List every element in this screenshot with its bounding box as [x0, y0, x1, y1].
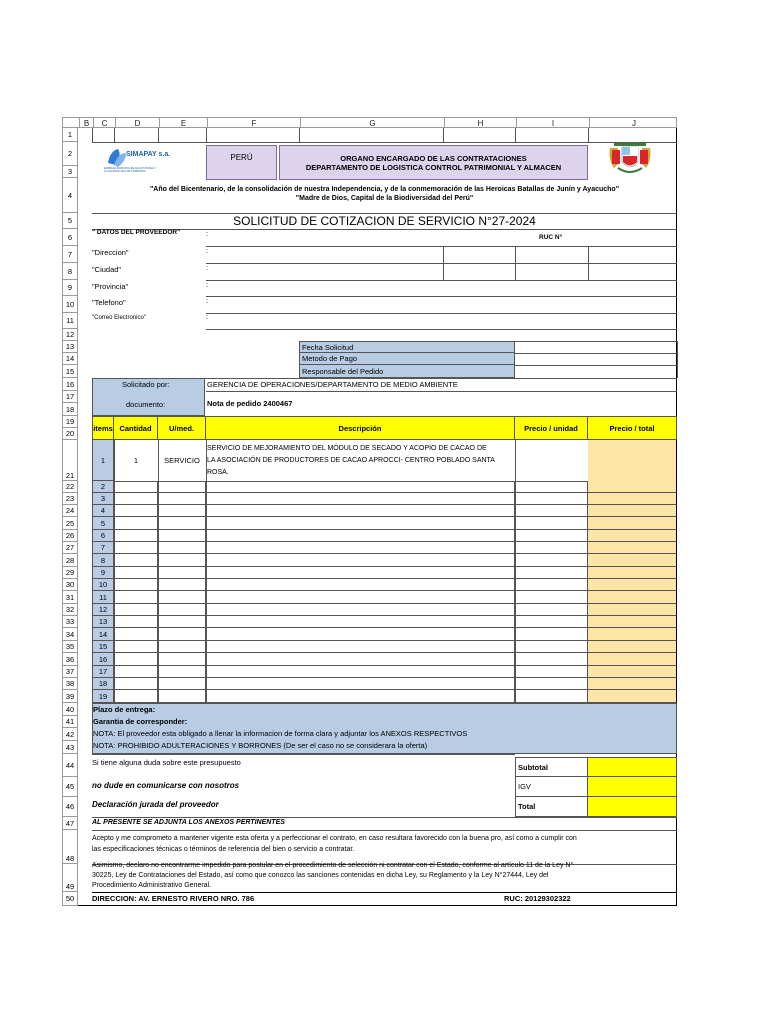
- company-logo: [104, 145, 171, 175]
- row-header-11[interactable]: 11: [63, 313, 78, 329]
- row-header-41[interactable]: 41: [63, 716, 78, 728]
- row-header-4[interactable]: 4: [63, 178, 78, 213]
- row-header-20[interactable]: 20: [63, 428, 78, 440]
- grid-line: [92, 830, 677, 831]
- item-cell[interactable]: [114, 653, 158, 666]
- item-cell[interactable]: [515, 542, 588, 554]
- item-cell[interactable]: [515, 579, 588, 591]
- item-number: 13: [92, 616, 114, 628]
- item-number: 4: [92, 505, 114, 517]
- item-precio-total[interactable]: [588, 481, 677, 493]
- item-cell[interactable]: [158, 530, 206, 542]
- grid-line: [588, 128, 589, 142]
- telefono-colon: :: [206, 296, 209, 305]
- item-precio-total[interactable]: [588, 591, 677, 604]
- acepto-line-2: las especificaciones técnicas o términos de referencia del bien o servicio a contratar.: [92, 846, 355, 853]
- item-cell[interactable]: [206, 493, 515, 505]
- item-cell[interactable]: [114, 530, 158, 542]
- item-cell[interactable]: [515, 628, 588, 641]
- grid-line: [515, 246, 516, 263]
- grid-line: [92, 754, 515, 755]
- column-header-f[interactable]: F: [207, 118, 300, 128]
- column-header-b[interactable]: B: [79, 118, 93, 128]
- item-cell[interactable]: [114, 604, 158, 616]
- item-number: 19: [92, 690, 114, 703]
- item-cell[interactable]: [158, 628, 206, 641]
- item-precio-total[interactable]: [588, 678, 677, 690]
- item-cell[interactable]: [158, 653, 206, 666]
- item-1-precio-total[interactable]: [588, 440, 677, 481]
- duda-text: Si tiene alguna duda sobre este presupuesto: [92, 758, 241, 767]
- provider-section-label: " DATOS DEL PROVEEDOR": [92, 229, 181, 236]
- provider-colon: :: [206, 229, 209, 238]
- company-address: DIRECCION: AV. ERNESTO RIVERO NRO. 786: [92, 894, 255, 903]
- item-cell[interactable]: [114, 567, 158, 579]
- item-cell[interactable]: [206, 604, 515, 616]
- row-header-9[interactable]: 9: [63, 280, 78, 296]
- coat-of-arms-icon: [606, 142, 654, 178]
- acepto-declaration: [92, 833, 677, 855]
- item-cell[interactable]: [515, 481, 588, 493]
- igv-value[interactable]: [588, 777, 677, 797]
- item-cell[interactable]: [158, 542, 206, 554]
- ciudad-label: "Ciudad": [92, 265, 122, 274]
- item-cell[interactable]: [206, 653, 515, 666]
- item-precio-total[interactable]: [588, 505, 677, 517]
- row-header-38[interactable]: 38: [63, 678, 78, 690]
- item-cell[interactable]: [515, 653, 588, 666]
- total-value[interactable]: [588, 797, 677, 817]
- company-ruc: RUC: 20129302322: [504, 894, 571, 903]
- grid-line: [206, 296, 677, 297]
- item-cell[interactable]: [114, 678, 158, 690]
- item-cell[interactable]: [206, 641, 515, 653]
- item-cell[interactable]: [158, 517, 206, 530]
- item-cell[interactable]: [114, 591, 158, 604]
- declaracion-text: Declaración jurada del proveedor: [92, 800, 219, 809]
- item-cell[interactable]: [206, 505, 515, 517]
- row-header-17[interactable]: 17: [63, 391, 78, 403]
- item-precio-total[interactable]: [588, 517, 677, 530]
- company-logo-text: SIMAPAY s.a.: [126, 151, 171, 158]
- row-header-27[interactable]: 27: [63, 542, 78, 554]
- item-number: 6: [92, 530, 114, 542]
- grid-line: [515, 365, 677, 366]
- row-header-24[interactable]: 24: [63, 505, 78, 517]
- item-cell[interactable]: [515, 678, 588, 690]
- item-cell[interactable]: [114, 517, 158, 530]
- direccion-label: "Direccion": [92, 248, 129, 257]
- row-header-19[interactable]: 19: [63, 416, 78, 428]
- item-cell[interactable]: [114, 628, 158, 641]
- subtotal-label: Subtotal: [515, 757, 588, 777]
- asimismo-line-3: Procedimiento Administrativo General.: [92, 882, 212, 889]
- correo-label: "Correo Electronico": [92, 315, 146, 321]
- item-cell[interactable]: [114, 481, 158, 493]
- documento-label: documento:: [126, 400, 166, 409]
- item-cell[interactable]: [158, 505, 206, 517]
- grid-line: [92, 128, 93, 142]
- asimismo-line-1: Asimismo, declaro no encontrarme impedido para postular en el procedimiento de selección ni contratar con el Estado, conforme al artículo 11 de la Ley N°: [92, 862, 574, 869]
- grid-line: [92, 142, 677, 143]
- direccion-colon: :: [206, 246, 209, 255]
- item-cell[interactable]: [158, 579, 206, 591]
- item-cell[interactable]: [114, 579, 158, 591]
- row-header-1[interactable]: 1: [63, 128, 78, 142]
- item-precio-total[interactable]: [588, 604, 677, 616]
- item-number: 3: [92, 493, 114, 505]
- row-header-22[interactable]: 22: [63, 481, 78, 493]
- item-cell[interactable]: [158, 678, 206, 690]
- row-header-49[interactable]: 49: [63, 864, 78, 892]
- item-cell[interactable]: [515, 591, 588, 604]
- item-cell[interactable]: [114, 666, 158, 678]
- item-cell[interactable]: [114, 542, 158, 554]
- item-cell[interactable]: [515, 530, 588, 542]
- row-header-45[interactable]: 45: [63, 777, 78, 797]
- grid-line: [443, 263, 444, 280]
- solicitado-value: GERENCIA DE OPERACIONES/DEPARTAMENTO DE MEDIO AMBIENTE: [207, 380, 458, 389]
- row-header-3[interactable]: 3: [63, 166, 78, 178]
- column-header-bar: [62, 117, 677, 128]
- fecha-solicitud-label: Fecha Solicitud: [299, 341, 515, 353]
- total-label: Total: [515, 797, 588, 817]
- item-cell[interactable]: [206, 481, 515, 493]
- row-header-34[interactable]: 34: [63, 628, 78, 641]
- item-cell[interactable]: [158, 604, 206, 616]
- item-cell[interactable]: [158, 690, 206, 703]
- item-1-description-line-3: ROSA.: [207, 469, 229, 476]
- grid-line: [443, 128, 444, 142]
- item-cell[interactable]: [515, 690, 588, 703]
- row-header-42[interactable]: 42: [63, 728, 78, 741]
- item-1-number: 1: [92, 440, 114, 481]
- grid-line: [206, 280, 677, 281]
- grid-line: [588, 246, 589, 263]
- item-cell[interactable]: [114, 505, 158, 517]
- subtotal-value[interactable]: [588, 757, 677, 777]
- item-cell[interactable]: [515, 493, 588, 505]
- row-header-14[interactable]: 14: [63, 353, 78, 365]
- garantia-label: Garantia de corresponder:: [93, 717, 188, 726]
- item-cell[interactable]: [515, 505, 588, 517]
- descripcion-header: Descripción: [206, 416, 515, 440]
- grid-line: [206, 246, 677, 247]
- column-header-j[interactable]: J: [589, 118, 678, 128]
- item-number: 12: [92, 604, 114, 616]
- item-cell[interactable]: [206, 666, 515, 678]
- row-header-18[interactable]: 18: [63, 403, 78, 416]
- region-motto: "Madre de Dios, Capital de la Biodiversidad del Perú": [295, 195, 474, 202]
- item-precio-total[interactable]: [588, 542, 677, 554]
- row-header-40[interactable]: 40: [63, 703, 78, 716]
- row-header-15[interactable]: 15: [63, 365, 78, 378]
- row-header-39[interactable]: 39: [63, 690, 78, 703]
- row-header-36[interactable]: 36: [63, 653, 78, 666]
- item-cell[interactable]: [515, 666, 588, 678]
- item-precio-total[interactable]: [588, 616, 677, 628]
- ciudad-colon: :: [206, 263, 209, 272]
- item-1-description-line-2: LA ASOCIACIÓN DE PRODUCTORES DE CACAO APROCCI- CENTRO POBLADO SANTA: [207, 457, 495, 464]
- item-number: 17: [92, 666, 114, 678]
- items-header: items: [92, 416, 114, 440]
- item-cell[interactable]: [206, 579, 515, 591]
- row-header-30[interactable]: 30: [63, 579, 78, 591]
- item-number: 8: [92, 554, 114, 567]
- grid-line: [158, 128, 159, 142]
- asimismo-line-2: 30225, Ley de Contrataciones del Estado, así como que conozco las sanciones contenidas en dicha Ley, su Reglamento y la Ley N°27444, Ley del: [92, 872, 549, 879]
- row-header-25[interactable]: 25: [63, 517, 78, 530]
- item-1-cantidad: 1: [133, 456, 139, 465]
- metodo-pago-label: Metodo de Pago: [299, 353, 515, 365]
- item-cell[interactable]: [206, 678, 515, 690]
- item-cell[interactable]: [206, 690, 515, 703]
- item-cell[interactable]: [515, 554, 588, 567]
- item-precio-total[interactable]: [588, 579, 677, 591]
- row-header-47[interactable]: 47: [63, 817, 78, 830]
- item-number: 7: [92, 542, 114, 554]
- item-precio-total[interactable]: [588, 653, 677, 666]
- row-header-31[interactable]: 31: [63, 591, 78, 604]
- column-header-g[interactable]: G: [300, 118, 444, 128]
- igv-label: IGV: [515, 777, 588, 797]
- row-number-column: [62, 128, 78, 906]
- item-cell[interactable]: [515, 616, 588, 628]
- provincia-colon: :: [206, 280, 209, 289]
- row-header-8[interactable]: 8: [63, 263, 78, 280]
- grid-line: [588, 263, 589, 280]
- row-header-6[interactable]: 6: [63, 229, 78, 246]
- column-header-i[interactable]: I: [516, 118, 589, 128]
- item-number: 10: [92, 579, 114, 591]
- row-header-23[interactable]: 23: [63, 493, 78, 505]
- item-cell[interactable]: [515, 517, 588, 530]
- asimismo-declaration: [92, 861, 677, 891]
- ruc-label: RUC N°: [539, 234, 563, 241]
- item-cell[interactable]: [206, 554, 515, 567]
- provincia-label: "Provincia": [92, 282, 129, 291]
- item-cell[interactable]: [206, 530, 515, 542]
- item-cell[interactable]: [206, 517, 515, 530]
- row-header-21[interactable]: 21: [63, 440, 78, 481]
- grid-line: [92, 817, 677, 818]
- year-motto: "Año del Bicentenario, de la consolidación de nuestra Independencia, y de la conmemoración de las Heroicas Batallas de Junín y Ayacucho": [149, 186, 620, 193]
- precio-total-header: Precio / total: [588, 416, 677, 440]
- item-cell[interactable]: [114, 641, 158, 653]
- nota-1: NOTA: El proveedor esta obligado a llenar la informacion de forma clara y adjuntar los ANEXOS RESPECTIVOS: [93, 729, 468, 738]
- item-cell[interactable]: [158, 554, 206, 567]
- item-cell[interactable]: [158, 641, 206, 653]
- item-precio-total[interactable]: [588, 690, 677, 703]
- item-cell[interactable]: [158, 493, 206, 505]
- item-number: 18: [92, 678, 114, 690]
- item-precio-total[interactable]: [588, 530, 677, 542]
- item-cell[interactable]: [206, 628, 515, 641]
- responsable-label: Responsable del Pedido: [299, 365, 515, 378]
- org-box: [279, 145, 588, 180]
- item-number: 15: [92, 641, 114, 653]
- column-header-h[interactable]: H: [444, 118, 516, 128]
- item-number: 14: [92, 628, 114, 641]
- row-header-26[interactable]: 26: [63, 530, 78, 542]
- row-header-33[interactable]: 33: [63, 616, 78, 628]
- item-cell[interactable]: [114, 554, 158, 567]
- item-number: 16: [92, 653, 114, 666]
- item-cell[interactable]: [114, 690, 158, 703]
- precio-unidad-header: Precio / unidad: [515, 416, 588, 440]
- grid-line: [206, 313, 677, 314]
- item-cell[interactable]: [206, 567, 515, 579]
- item-cell[interactable]: [114, 616, 158, 628]
- row-header-29[interactable]: 29: [63, 567, 78, 579]
- grid-line: [299, 128, 300, 142]
- row-header-37[interactable]: 37: [63, 666, 78, 678]
- item-cell[interactable]: [515, 567, 588, 579]
- item-precio-total[interactable]: [588, 666, 677, 678]
- grid-line: [206, 263, 677, 264]
- row-header-2[interactable]: 2: [63, 142, 78, 166]
- item-cell[interactable]: [158, 567, 206, 579]
- item-1-description-line-1: SERVICIO DE MEJORAMIENTO DEL MÓDULO DE SECADO Y ACOPIO DE CACAO DE: [207, 445, 487, 452]
- document-title: SOLICITUD DE COTIZACION DE SERVICIO N°27-2024: [233, 214, 536, 228]
- acepto-line-1: Acepto y me comprometo a mantener vigente esta oferta y a perfeccionar el contrato, en caso resultara favorecido con la buena pro, así como a cumplir con: [92, 835, 577, 842]
- item-precio-total[interactable]: [588, 554, 677, 567]
- org-line-2: DEPARTAMENTO DE LOGISTICA CONTROL PATRIMONIAL Y ALMACEN: [305, 163, 562, 172]
- umed-header: U/med.: [158, 416, 206, 440]
- solicitado-label: Solicitado por:: [122, 380, 170, 389]
- item-cell[interactable]: [515, 641, 588, 653]
- row-header-44[interactable]: 44: [63, 754, 78, 777]
- row-header-46[interactable]: 46: [63, 797, 78, 817]
- row-header-7[interactable]: 7: [63, 246, 78, 263]
- grid-line: [515, 263, 516, 280]
- row-header-10[interactable]: 10: [63, 296, 78, 313]
- row-header-16[interactable]: 16: [63, 378, 78, 391]
- grid-line: [443, 246, 444, 263]
- coat-of-arms: [606, 142, 654, 178]
- plazo-label: Plazo de entrega:: [93, 705, 156, 714]
- item-cell[interactable]: [206, 542, 515, 554]
- row-header-48[interactable]: 48: [63, 830, 78, 864]
- item-1-description: [207, 443, 515, 479]
- item-cell[interactable]: [158, 481, 206, 493]
- item-number: 5: [92, 517, 114, 530]
- telefono-label: "Telefono": [92, 298, 126, 307]
- row-header-12[interactable]: 12: [63, 329, 78, 341]
- no-dude-text: no dude en comunicarse con nosotros: [92, 781, 240, 790]
- org-line-1: ORGANO ENCARGADO DE LAS CONTRATACIONES: [340, 154, 527, 163]
- grid-line: [206, 329, 677, 330]
- grid-line: [206, 128, 207, 142]
- item-cell[interactable]: [206, 616, 515, 628]
- item-cell[interactable]: [206, 591, 515, 604]
- row-header-5[interactable]: 5: [63, 213, 78, 229]
- column-header-e[interactable]: E: [159, 118, 207, 128]
- item-number: 2: [92, 481, 114, 493]
- grid-line: [515, 341, 677, 342]
- item-precio-total[interactable]: [588, 641, 677, 653]
- item-1-umed: SERVICIO: [164, 456, 200, 465]
- item-precio-total[interactable]: [588, 628, 677, 641]
- item-cell[interactable]: [158, 666, 206, 678]
- row-header-13[interactable]: 13: [63, 341, 78, 353]
- row-header-28[interactable]: 28: [63, 554, 78, 567]
- nota-2: NOTA: PROHIBIDO ADULTERACIONES Y BORRONES (De ser el caso no se considerara la oferta): [93, 741, 428, 750]
- country-box: [206, 145, 277, 180]
- grid-line: [114, 128, 115, 142]
- item-precio-total[interactable]: [588, 493, 677, 505]
- item-cell[interactable]: [158, 591, 206, 604]
- grid-line: [206, 391, 677, 392]
- grid-line: [515, 128, 516, 142]
- column-header-d[interactable]: D: [115, 118, 159, 128]
- grid-line: [677, 341, 678, 378]
- correo-colon: :: [206, 312, 209, 321]
- item-cell[interactable]: [114, 493, 158, 505]
- row-header-35[interactable]: 35: [63, 641, 78, 653]
- column-header-c[interactable]: C: [93, 118, 115, 128]
- grid-line: [92, 892, 677, 893]
- item-precio-total[interactable]: [588, 567, 677, 579]
- item-cell[interactable]: [515, 604, 588, 616]
- company-logo-subtext: EMPRESA MUNICIPAL DE AGUA POTABLE Y ALCANTARILLADO DE TAMBOPATA: [104, 167, 157, 173]
- row-header-50[interactable]: 50: [63, 892, 78, 906]
- country-label: PERÚ: [230, 153, 253, 162]
- grid-line: [515, 353, 677, 354]
- anexos-text: AL PRESENTE SE ADJUNTA LOS ANEXOS PERTINENTES: [92, 819, 285, 826]
- item-number: 11: [92, 591, 114, 604]
- row-header-43[interactable]: 43: [63, 741, 78, 754]
- item-cell[interactable]: [158, 616, 206, 628]
- row-header-32[interactable]: 32: [63, 604, 78, 616]
- cantidad-header: Cantidad: [114, 416, 158, 440]
- item-number: 9: [92, 567, 114, 579]
- documento-value: Nota de pedido 2400467: [207, 399, 293, 408]
